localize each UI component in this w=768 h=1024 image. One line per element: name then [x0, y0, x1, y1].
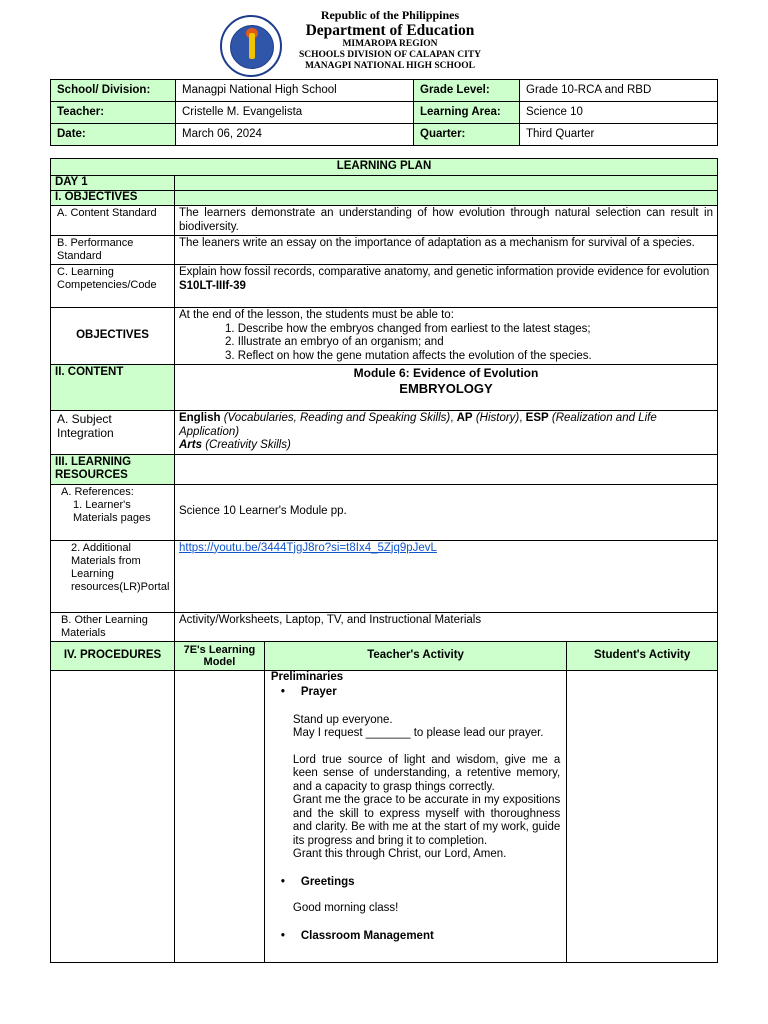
day-fill — [174, 176, 717, 191]
content-cell — [174, 365, 717, 411]
lr-portal-link[interactable]: https://youtu.be/3444TjgJ8ro?si=t8Ix4_5Zjq9pJevL — [178, 541, 437, 554]
prayer-text: Lord true source of light and wisdom, give me a keen sense of understanding, a retentive memory, and a capacity to grasp things correctly. — [292, 753, 561, 793]
references-cell — [51, 484, 175, 540]
date-label: Date: — [51, 124, 176, 146]
plan-title: LEARNING PLAN — [51, 159, 718, 176]
management-item — [271, 930, 560, 944]
stand-up-text: Stand up everyone. — [292, 713, 393, 726]
republic-line: Republic of the Philippines — [320, 8, 460, 22]
lm-label: 1. Learner's Materials pages — [73, 498, 151, 524]
prayer-item — [271, 686, 560, 700]
grade-label: Grade Level: — [414, 80, 520, 102]
model-cell — [174, 670, 264, 962]
bullet-icon: • — [280, 686, 285, 698]
info-table — [50, 79, 718, 146]
resources-fill — [174, 454, 717, 484]
resources-head: III. LEARNING RESOURCES — [51, 454, 175, 484]
objectives-label: OBJECTIVES — [51, 308, 175, 365]
competencies-text: Explain how fossil records, comparative anatomy, and genetic information provide evidence for evolution — [178, 266, 710, 278]
area-value: Science 10 — [520, 102, 718, 124]
student-activity-cell — [567, 670, 718, 962]
bullet-icon: • — [280, 929, 285, 942]
date-value: March 06, 2024 — [176, 124, 414, 146]
references-label: A. References: — [61, 485, 134, 498]
integration-ap-note: (History) — [475, 412, 520, 424]
integration-esp-note: (Realization and Life Application) — [178, 412, 657, 438]
greetings-item — [271, 876, 560, 890]
prayer-label: Prayer — [300, 686, 337, 698]
document-header — [230, 8, 550, 72]
integration-arts-note: (Creativity Skills) — [205, 439, 291, 451]
objectives-intro: At the end of the lesson, the students must be able to: — [178, 309, 454, 321]
division-line: SCHOOLS DIVISION OF CALAPAN CITY — [298, 50, 482, 60]
quarter-label: Quarter: — [414, 124, 520, 146]
performance-standard: The leaners write an essay on the importance of adaptation as a mechanism for survival of a species. — [174, 236, 717, 265]
student-activity-head: Student's Activity — [567, 641, 718, 670]
integration-english-note: (Vocabularies, Reading and Speaking Skills) — [223, 412, 451, 424]
procedures-head: IV. PROCEDURES — [51, 641, 175, 670]
objectives-head: I. OBJECTIVES — [51, 191, 175, 206]
region-line: MIMAROPA REGION — [342, 39, 438, 49]
prayer-block — [271, 714, 560, 862]
content-standard-label: A. Content Standard — [51, 206, 175, 236]
prayer-text-2: Grant me the grace to be accurate in my expositions and the skill to express myself with thoroughness and clarity. Be with me at the start of my work, guide its progress and bring it to completion. — [292, 794, 561, 847]
competencies-cell — [174, 265, 717, 308]
other-label: B. Other Learning Materials — [51, 612, 175, 641]
procedures-cell — [51, 670, 175, 962]
integration-ap: AP — [456, 412, 473, 424]
prayer-text-3: Grant this through Christ, our Lord, Amen. — [292, 848, 507, 860]
module-title: Module 6: Evidence of Evolution — [353, 366, 539, 380]
additional-cell — [174, 540, 717, 612]
objectives-item: 1. Describe how the embryos changed from earliest to the latest stages; — [224, 322, 591, 335]
quarter-value: Third Quarter — [520, 124, 718, 146]
greetings-label: Greetings — [300, 875, 355, 888]
integration-esp: ESP — [525, 412, 549, 424]
additional-label: 2. Additional Materials from Learning resources(LR)Portal — [51, 540, 175, 612]
competencies-label: C. Learning Competencies/Code — [51, 265, 175, 308]
objectives-fill — [174, 191, 717, 206]
model-head: 7E's Learning Model — [174, 641, 264, 670]
content-standard: The learners demonstrate an understanding of how evolution through natural selection can result in biodiversity. — [174, 206, 717, 236]
performance-standard-label: B. Performance Standard — [51, 236, 175, 265]
teacher-value: Cristelle M. Evangelista — [176, 102, 414, 124]
department-line: Department of Education — [305, 22, 475, 39]
bullet-icon: • — [280, 875, 285, 888]
preliminaries-label: Preliminaries — [270, 670, 344, 683]
learning-plan-table — [50, 158, 718, 963]
integration-english: English — [178, 412, 221, 424]
school-line: MANAGPI NATIONAL HIGH SCHOOL — [304, 61, 476, 71]
area-label: Learning Area: — [414, 102, 520, 124]
objectives-cell — [174, 308, 717, 365]
objectives-item: 2. Illustrate an embryo of an organism; and — [224, 336, 444, 348]
integration-arts: Arts — [178, 439, 202, 451]
teacher-activity-head: Teacher's Activity — [264, 641, 566, 670]
topic-title: EMBRYOLOGY — [399, 381, 493, 396]
grade-value: Grade 10-RCA and RBD — [520, 80, 718, 102]
day-label: DAY 1 — [51, 176, 175, 191]
teacher-label: Teacher: — [51, 102, 176, 124]
other-value: Activity/Worksheets, Laptop, TV, and Instructional Materials — [174, 612, 717, 641]
management-label: Classroom Management — [300, 929, 434, 942]
school-value: Managpi National High School — [176, 80, 414, 102]
teacher-activity-cell — [264, 670, 566, 962]
integration-label: A. Subject Integration — [51, 411, 175, 455]
integration-cell: English (Vocabularies, Reading and Speaking Skills), AP (History), ESP (Realization and Life Application) Arts (Creativity Skills) — [174, 411, 717, 455]
lm-value: Science 10 Learner's Module pp. — [174, 484, 717, 540]
school-label: School/ Division: — [51, 80, 176, 102]
objectives-item: 3. Reflect on how the gene mutation affects the evolution of the species. — [224, 349, 592, 362]
good-morning-text: Good morning class! — [292, 902, 399, 914]
content-head: II. CONTENT — [51, 365, 175, 411]
request-text: May I request _______ to please lead our prayer. — [292, 727, 544, 739]
competency-code: S10LT-IIIf-39 — [178, 279, 246, 292]
